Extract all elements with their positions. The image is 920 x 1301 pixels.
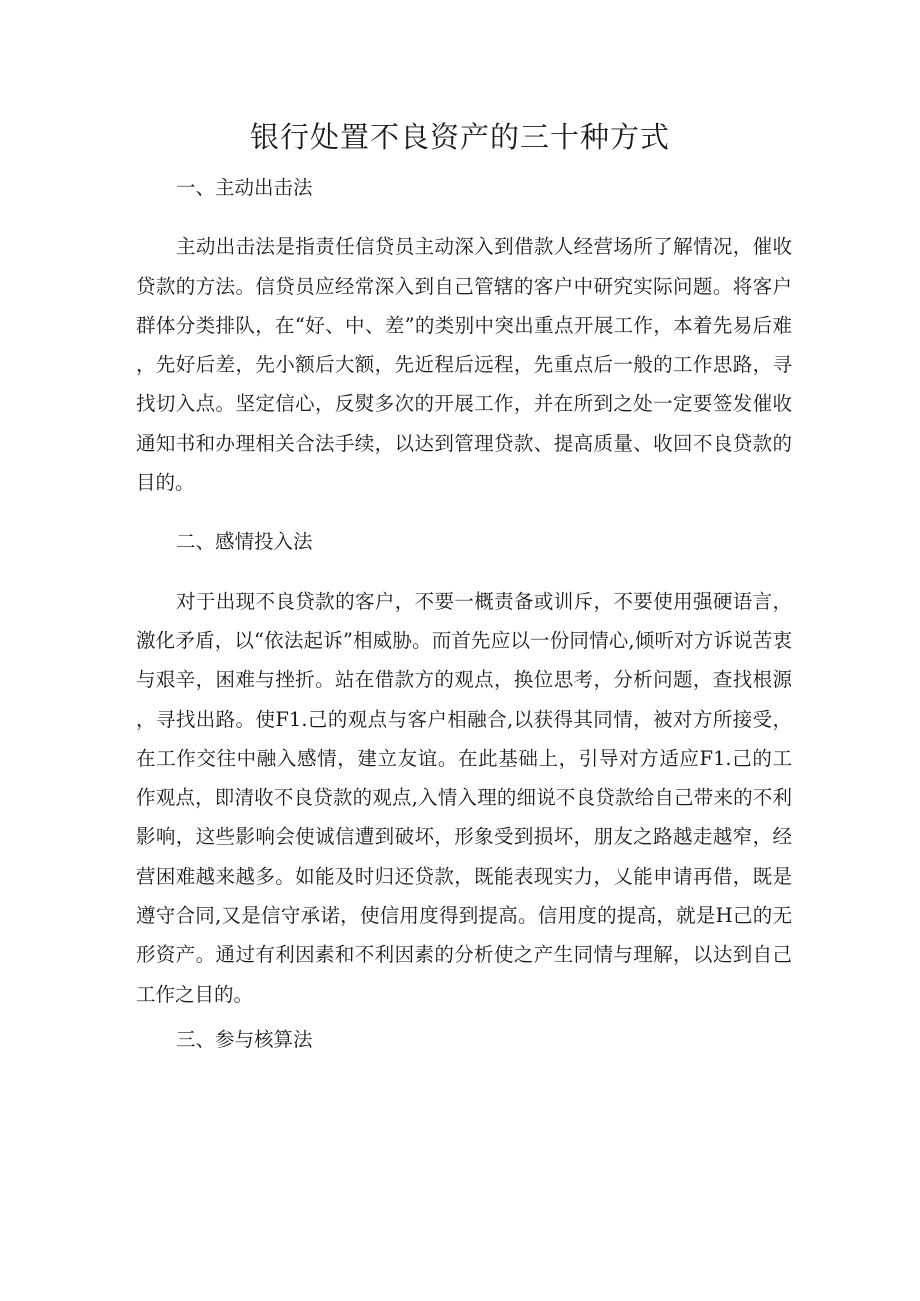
section-heading-3: 三、参与核算法	[176, 1027, 313, 1051]
section-heading-2: 二、感情投入法	[176, 530, 313, 554]
document-title: 银行处置不良资产的三十种方式	[249, 120, 670, 154]
section-paragraph-2: 对于出现不良贷款的客户，不要一概责备或训斥，不要使用强硬语言，激化矛盾，以“依法起诉”相威胁。而首先应以一份同情心,倾听对方诉说苦衷与艰辛，困难与挫折。站在借款方的观点，换位思考，分析问题，查找根源，寻找出路。使F1.己的观点与客户相融合,以获得其同情，被对方所接受，在工作交往中融入感情，建立友谊。在此基础上，引导对方适应F1.己的工作观点，即清收不良贷款的观点,入情入理的细说不良贷款给自己带来的不利影响，这些影响会使诚信遭到破坏，形象受到损坏，朋友之路越走越窄，经营困难越来越多。如能及时归还贷款，既能表现实力，乂能申请再借，既是遵守合同,又是信守承诺，使信用度得到提高。信用度的提高，就是H己的无形资产。通过有利因素和不利因素的分析使之产生同情与理解，以达到自己工作之目的。	[136, 589, 792, 1006]
document-body	[136, 168, 792, 1079]
section-paragraph-1: 主动出击法是指责任信贷员主动深入到借款人经营场所了解情况，催收贷款的方法。信贷员应经常深入到自己管辖的客户中研究实际问题。将客户群体分类排队，在“好、中、差”的类别中突出重点开展工作，本着先易后难，先好后差，先小额后大额，先近程后远程，先重点后一般的工作思路，寻找切入点。坚定信心，反熨多次的开展工作，并在所到之处一定要签发催收通知书和办理相关合法手续，以达到管理贷款、提高质量、收回不良贷款的目的。	[136, 235, 792, 495]
section-heading-1: 一、主动出击法	[176, 176, 313, 199]
